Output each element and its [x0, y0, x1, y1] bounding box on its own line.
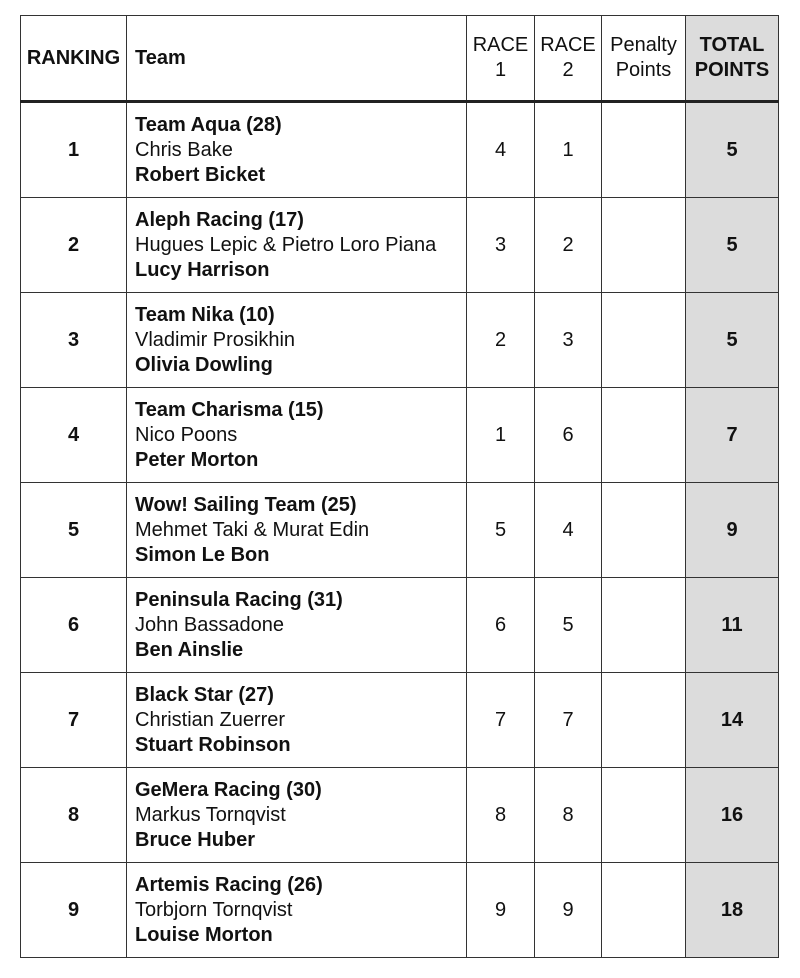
penalty-cell: [602, 673, 686, 768]
table-row: [21, 578, 779, 673]
team-helm: Louise Morton: [135, 923, 273, 946]
header-total-points: [686, 16, 779, 102]
race-2-cell: 5: [535, 578, 602, 673]
ranking-cell: 2: [21, 198, 127, 293]
race-2-cell: 7: [535, 673, 602, 768]
header-penalty-line2: Points: [615, 59, 672, 81]
race-1-cell: 1: [467, 388, 535, 483]
total-points-cell: 5: [686, 102, 779, 198]
header-penalty-line1: Penalty: [610, 34, 677, 56]
team-helm: Olivia Dowling: [135, 353, 273, 376]
penalty-cell: [602, 293, 686, 388]
race-1-cell: 7: [467, 673, 535, 768]
table-row: [21, 293, 779, 388]
team-helm: Peter Morton: [135, 448, 259, 471]
total-points-cell: 5: [686, 293, 779, 388]
race-1-cell: 9: [467, 863, 535, 958]
team-owner: Markus Tornqvist: [135, 803, 286, 826]
team-name: Team Nika (10): [135, 303, 275, 326]
total-points-cell: 11: [686, 578, 779, 673]
penalty-cell: [602, 483, 686, 578]
header-row: [21, 16, 779, 102]
team-helm: Bruce Huber: [135, 828, 256, 851]
team-owner: Nico Poons: [135, 423, 238, 446]
race-2-cell: 1: [535, 102, 602, 198]
race-1-cell: 5: [467, 483, 535, 578]
team-name: Team Charisma (15): [135, 398, 324, 421]
team-helm: Lucy Harrison: [135, 258, 270, 281]
table-row: [21, 483, 779, 578]
team-cell: [127, 102, 467, 198]
team-helm: Ben Ainslie: [135, 638, 244, 661]
ranking-cell: 8: [21, 768, 127, 863]
race-1-cell: 2: [467, 293, 535, 388]
race-1-cell: 8: [467, 768, 535, 863]
team-name: Team Aqua (28): [135, 113, 282, 136]
team-helm: Simon Le Bon: [135, 543, 270, 566]
team-cell: [127, 673, 467, 768]
results-body: [21, 102, 779, 958]
total-points-cell: 7: [686, 388, 779, 483]
penalty-cell: [602, 102, 686, 198]
team-owner: Hugues Lepic & Pietro Loro Piana: [135, 233, 437, 256]
team-cell: [127, 578, 467, 673]
race-2-cell: 6: [535, 388, 602, 483]
ranking-cell: 9: [21, 863, 127, 958]
table-row: [21, 673, 779, 768]
header-ranking: RANKING: [21, 16, 127, 102]
total-points-cell: 5: [686, 198, 779, 293]
race-2-cell: 3: [535, 293, 602, 388]
race-2-cell: 9: [535, 863, 602, 958]
header-race-1-line2: 1: [494, 59, 507, 81]
team-cell: [127, 483, 467, 578]
header-race-1: [467, 16, 535, 102]
team-helm: Stuart Robinson: [135, 733, 291, 756]
team-owner: Chris Bake: [135, 138, 233, 161]
table-row: [21, 102, 779, 198]
total-points-cell: 16: [686, 768, 779, 863]
ranking-cell: 5: [21, 483, 127, 578]
team-owner: Mehmet Taki & Murat Edin: [135, 518, 370, 541]
team-owner: Torbjorn Tornqvist: [135, 898, 293, 921]
team-name: GeMera Racing (30): [135, 778, 322, 801]
header-penalty-points: [602, 16, 686, 102]
penalty-cell: [602, 578, 686, 673]
header-total-line2: POINTS: [694, 59, 770, 81]
team-helm: Robert Bicket: [135, 163, 266, 186]
race-1-cell: 4: [467, 102, 535, 198]
team-name: Artemis Racing (26): [135, 873, 323, 896]
header-race-1-line1: RACE: [472, 34, 529, 56]
team-cell: [127, 388, 467, 483]
table-row: [21, 768, 779, 863]
penalty-cell: [602, 388, 686, 483]
team-cell: [127, 198, 467, 293]
penalty-cell: [602, 768, 686, 863]
total-points-cell: 14: [686, 673, 779, 768]
total-points-cell: 18: [686, 863, 779, 958]
team-name: Peninsula Racing (31): [135, 588, 343, 611]
race-2-cell: 2: [535, 198, 602, 293]
team-name: Black Star (27): [135, 683, 274, 706]
race-1-cell: 3: [467, 198, 535, 293]
team-cell: [127, 863, 467, 958]
race-1-cell: 6: [467, 578, 535, 673]
header-race-2-line2: 2: [562, 59, 574, 81]
table-row: [21, 388, 779, 483]
team-cell: [127, 293, 467, 388]
race-2-cell: 4: [535, 483, 602, 578]
table-row: [21, 198, 779, 293]
ranking-cell: 4: [21, 388, 127, 483]
header-total-line1: TOTAL: [699, 34, 765, 56]
team-cell: [127, 768, 467, 863]
ranking-cell: 6: [21, 578, 127, 673]
team-owner: John Bassadone: [135, 613, 285, 636]
total-points-cell: 9: [686, 483, 779, 578]
penalty-cell: [602, 198, 686, 293]
table-row: [21, 863, 779, 958]
team-name: Aleph Racing (17): [135, 208, 304, 231]
header-team: Team: [127, 16, 467, 102]
ranking-cell: 7: [21, 673, 127, 768]
ranking-cell: 3: [21, 293, 127, 388]
results-table: [20, 15, 779, 958]
team-name: Wow! Sailing Team (25): [135, 493, 357, 516]
team-owner: Vladimir Prosikhin: [135, 328, 296, 351]
penalty-cell: [602, 863, 686, 958]
race-2-cell: 8: [535, 768, 602, 863]
team-owner: Christian Zuerrer: [135, 708, 286, 731]
header-race-2: [535, 16, 602, 102]
ranking-cell: 1: [21, 102, 127, 198]
header-race-2-line1: RACE: [540, 34, 596, 56]
